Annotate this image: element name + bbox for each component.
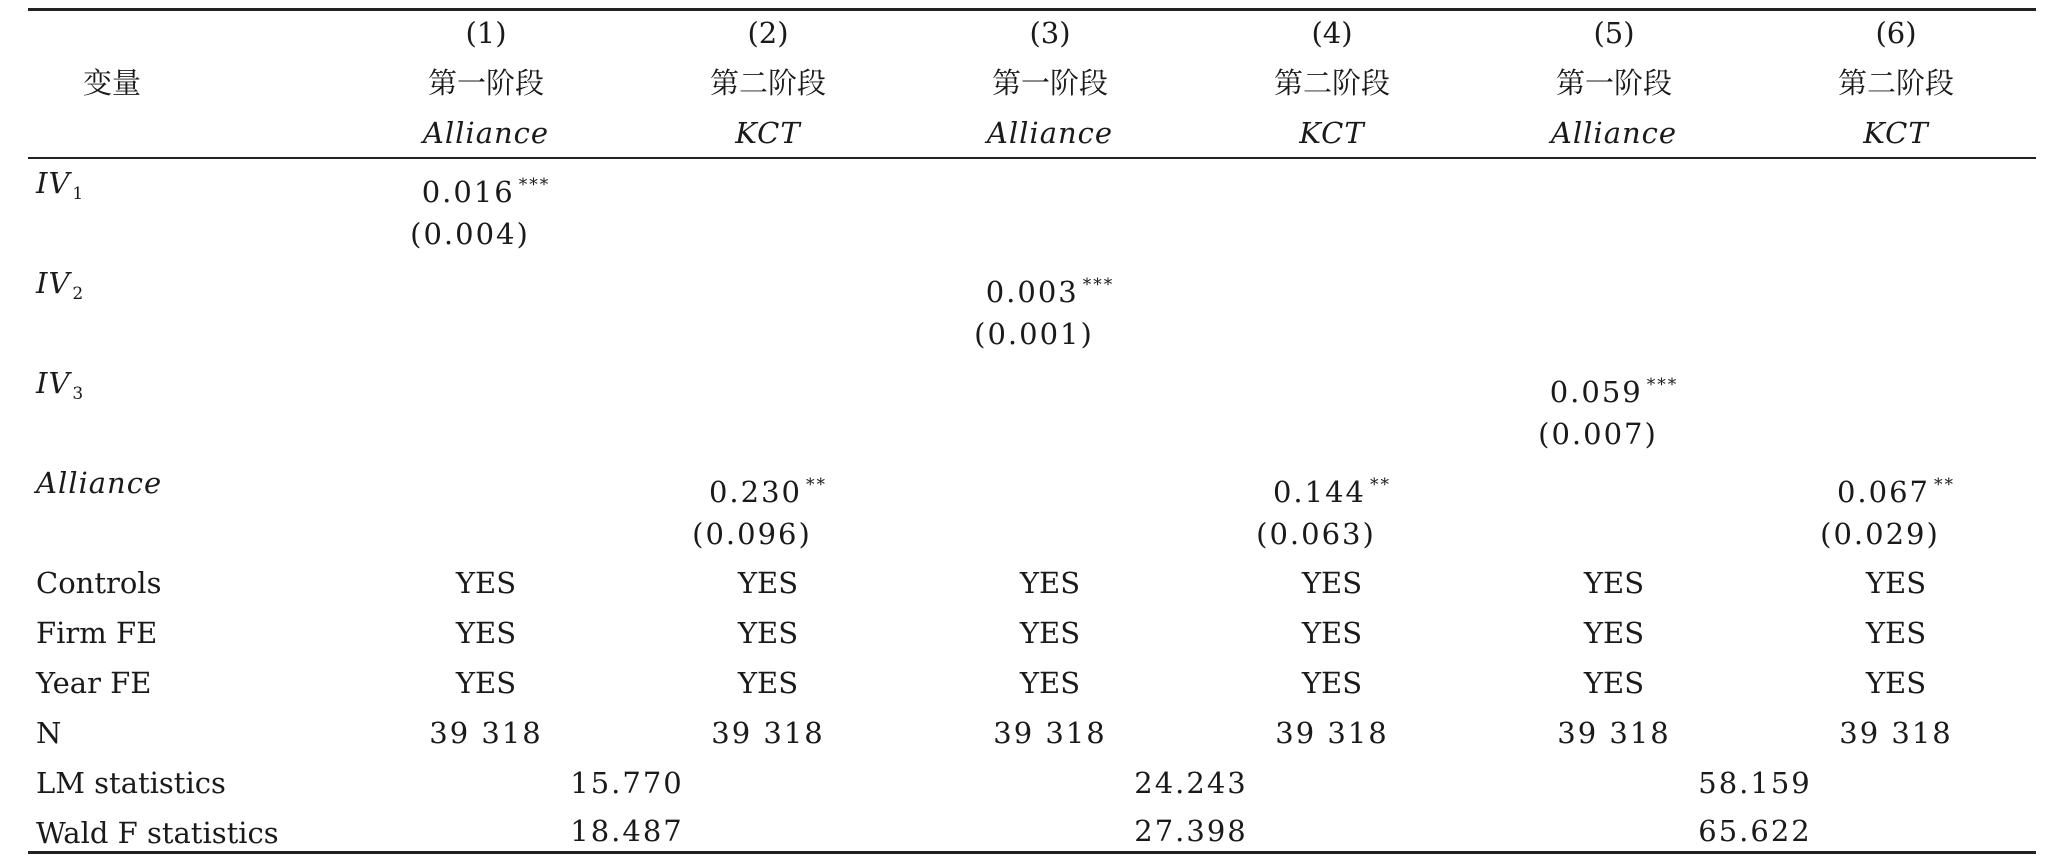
table-cell: YES [455,616,517,650]
header-variable-label: 变量 [82,66,142,100]
table-cell: YES [737,666,799,700]
coefficient: 0.059 *** [1549,375,1679,409]
bottom-rule [28,851,2036,854]
row-label-alliance: Alliance [36,466,163,500]
column-dependent-variable: KCT [735,116,801,150]
table-cell: YES [1865,566,1927,600]
standard-error: (0.063) [1256,517,1376,551]
table-cell: YES [1019,666,1081,700]
column-stage: 第二阶段 [709,66,827,100]
column-stage: 第一阶段 [991,66,1109,100]
row-label-iv1: IV $_1$ [36,166,85,204]
standard-error: (0.007) [1538,417,1658,451]
column-number: (1) [465,16,507,50]
top-rule [28,8,2036,11]
coefficient: 0.016 *** [421,175,551,209]
row-label-iv3: IV $_3$ [36,366,85,404]
row-label-n: N [36,716,62,750]
standard-error: (0.029) [1820,517,1940,551]
table-cell: 18.487 [570,814,684,848]
column-dependent-variable: Alliance [986,116,1114,150]
column-stage: 第一阶段 [427,66,545,100]
table-cell: 65.622 [1698,814,1812,848]
table-cell: YES [1301,616,1363,650]
row-label-year-fe: Year FE [36,666,152,700]
column-stage: 第一阶段 [1555,66,1673,100]
coefficient: 0.230 ** [708,475,828,509]
table-cell: YES [1019,616,1081,650]
table-cell: YES [1583,616,1645,650]
table-cell: YES [1019,566,1081,600]
coefficient: 0.003 *** [985,275,1115,309]
table-cell: YES [1865,616,1927,650]
table-cell: 39 318 [711,716,825,750]
table-cell: YES [1865,666,1927,700]
table-cell: YES [737,566,799,600]
row-label-lm-statistics: LM statistics [36,766,226,800]
row-label-firm-fe: Firm FE [36,616,158,650]
table-cell: 58.159 [1698,766,1812,800]
coefficient: 0.144 ** [1272,475,1392,509]
coefficient: 0.067 ** [1836,475,1956,509]
column-dependent-variable: Alliance [1550,116,1678,150]
table-cell: 39 318 [429,716,543,750]
row-label-controls: Controls [36,566,162,600]
column-number: (3) [1029,16,1071,50]
table-cell: YES [1301,666,1363,700]
table-cell: YES [455,666,517,700]
table-cell: 39 318 [1557,716,1671,750]
column-dependent-variable: Alliance [422,116,550,150]
column-stage: 第二阶段 [1273,66,1391,100]
table-cell: 15.770 [570,766,684,800]
row-label-iv2: IV $_2$ [36,266,85,304]
table-cell: YES [737,616,799,650]
row-label-wald-f-statistics: Wald F statistics [36,816,279,850]
header-rule [28,157,2036,159]
table-cell: 27.398 [1134,814,1248,848]
column-number: (2) [747,16,789,50]
table-cell: YES [455,566,517,600]
table-cell: 39 318 [1839,716,1953,750]
column-stage: 第二阶段 [1837,66,1955,100]
table-cell: 39 318 [993,716,1107,750]
table-cell: 39 318 [1275,716,1389,750]
column-dependent-variable: KCT [1863,116,1929,150]
column-dependent-variable: KCT [1299,116,1365,150]
column-number: (6) [1875,16,1917,50]
table-cell: YES [1583,666,1645,700]
table-cell: YES [1301,566,1363,600]
standard-error: (0.004) [410,217,530,251]
column-number: (5) [1593,16,1635,50]
standard-error: (0.096) [692,517,812,551]
table-cell: 24.243 [1134,766,1248,800]
column-number: (4) [1311,16,1353,50]
table-cell: YES [1583,566,1645,600]
standard-error: (0.001) [974,317,1094,351]
